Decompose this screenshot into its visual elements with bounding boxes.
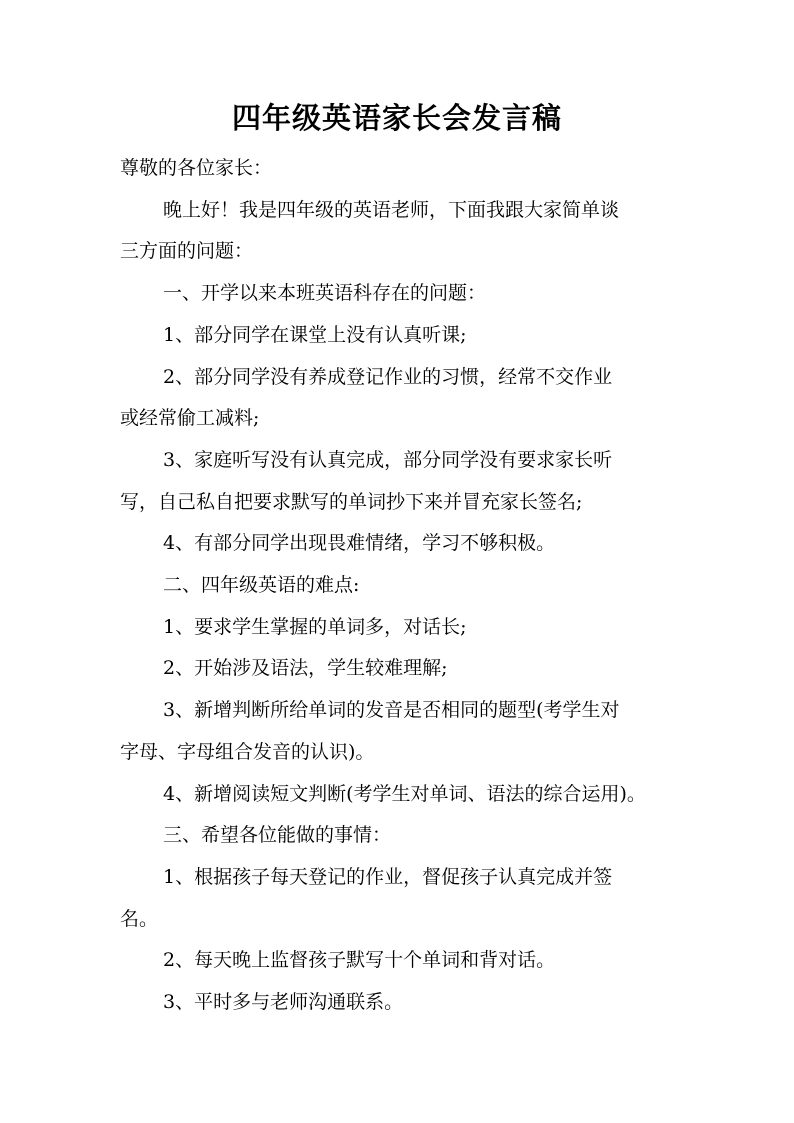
list-item: 1、要求学生掌握的单词多，对话长; — [163, 615, 467, 638]
list-item: 3、平时多与老师沟通联系。 — [163, 991, 404, 1014]
list-item-continuation: 写，自己私自把要求默写的单词抄下来并冒充家长签名; — [120, 490, 583, 513]
document-body — [120, 148, 720, 1024]
salutation-line: 尊敬的各位家长： — [120, 157, 273, 179]
body-line: 晚上好！我是四年级的英语老师，下面我跟大家简单谈 — [163, 198, 620, 221]
list-item: 1、根据孩子每天登记的作业，督促孩子认真完成并签 — [163, 865, 613, 888]
list-item: 3、家庭听写没有认真完成，部分同学没有要求家长听 — [163, 448, 613, 471]
list-item: 4、有部分同学出现畏难情绪，学习不够积极。 — [163, 532, 556, 555]
list-item: 1、部分同学在课堂上没有认真听课; — [163, 323, 467, 346]
list-item: 2、每天晚上监督孩子默写十个单词和背对话。 — [163, 949, 556, 972]
list-item-continuation: 或经常偷工减料; — [120, 407, 260, 430]
list-item: 3、新增判断所给单词的发音是否相同的题型(考学生对 — [163, 699, 620, 722]
list-item-continuation: 名。 — [120, 907, 159, 930]
list-item-continuation: 字母、字母组合发音的认识)。 — [120, 740, 375, 763]
list-item: 2、开始涉及语法，学生较难理解; — [163, 657, 448, 680]
section-heading: 三、希望各位能做的事情： — [163, 824, 392, 847]
list-item: 2、部分同学没有养成登记作业的习惯，经常不交作业 — [163, 365, 613, 388]
document-title: 四年级英语家长会发言稿 — [231, 101, 562, 135]
list-item: 4、新增阅读短文判断(考学生对单词、语法的综合运用)。 — [163, 782, 646, 805]
section-heading: 一、开学以来本班英语科存在的问题： — [163, 282, 487, 305]
section-heading: 二、四年级英语的难点: — [163, 574, 360, 597]
body-line: 三方面的问题： — [120, 240, 254, 263]
